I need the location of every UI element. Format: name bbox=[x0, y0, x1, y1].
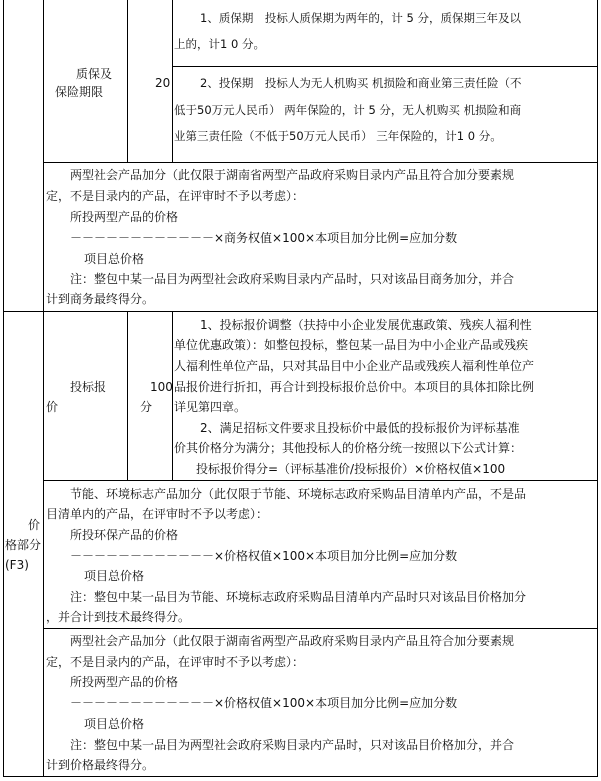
s3-line5: 详见第四章。 bbox=[174, 400, 247, 414]
s5-line2: 定，不是目录内的产品，在评审时不予以考虑）： bbox=[46, 655, 305, 669]
s2-line1: 两型社会产品加分（此仅限于湖南省两型产品政府采购目录内产品且符合加分要素规 bbox=[70, 168, 515, 182]
s4-line4: －－－－－－－－－－－－×价格权值×100×本项目加分比例=应加分数 bbox=[70, 549, 458, 563]
s3-line8: 投标报价得分=（评标基准价/投标报价）×价格权值×100 bbox=[196, 462, 506, 476]
quality-category-line1: 质保及 bbox=[76, 67, 113, 81]
price-group-label-line1: 价 bbox=[28, 518, 41, 532]
s2-line7: 计到商务最终得分。 bbox=[46, 292, 155, 306]
s4-line5: 项目总价格 bbox=[84, 569, 145, 583]
s4-line7: ，并合计到技术最终得分。 bbox=[46, 610, 191, 624]
price-group-label-line2: 格部分 bbox=[5, 538, 42, 552]
bid-score-line2: 分 bbox=[140, 400, 153, 414]
price-group-label-line3: (F3) bbox=[5, 558, 29, 572]
s3-line2: 单位优惠政策）：如整包投标，整包某一品目为中小企业产品或残疾 bbox=[174, 338, 529, 352]
s5-line6: 注：整包中某一品目为两型社会政府采购目录内产品时，只对该品目价格加分，并合 bbox=[70, 738, 515, 752]
s2-line2: 定，不是目录内的产品，在评审时不予以考虑）： bbox=[46, 189, 305, 203]
border-s1-bottom bbox=[43, 162, 598, 163]
s2-line5: 项目总价格 bbox=[84, 252, 145, 266]
quality-item2-line2: 低于50万元人民币） 两年保险的，计 5 分，无人机购买 机损险和商 bbox=[174, 103, 522, 117]
s2-line6: 注：整包中某一品目为两型社会政府采购目录内产品时，只对该品目商务加分，并合 bbox=[70, 272, 515, 286]
border-bottom bbox=[3, 776, 598, 777]
border-col1 bbox=[43, 0, 44, 777]
bid-category-line1: 投标报 bbox=[70, 380, 107, 394]
s4-line3: 所投环保产品的价格 bbox=[70, 528, 179, 542]
quality-item1-line2: 上的，计1 0 分。 bbox=[174, 37, 265, 51]
s4-line6: 注：整包中某一品目为节能、环境标志政府采购品目清单内产品时只对该品目价格加分 bbox=[70, 590, 527, 604]
s5-line3: 所投两型产品的价格 bbox=[70, 675, 179, 689]
border-s3-bottom bbox=[43, 480, 598, 481]
s3-line7: 价其价格分为满分；其他投标人的价格分统一按照以下公式计算： bbox=[174, 441, 523, 455]
s5-line4: －－－－－－－－－－－－×价格权值×100×本项目加分比例=应加分数 bbox=[70, 696, 458, 710]
border-group-divider bbox=[3, 311, 598, 312]
s3-line4: 品报价进行折扣，再合计到投标报价总价中。本项目的具体扣除比例 bbox=[174, 380, 535, 394]
s4-line1: 节能、环境标志产品加分（此仅限于节能、环境标志政府采购品目清单内产品，不是品 bbox=[70, 487, 527, 501]
quality-score: 20 bbox=[155, 76, 171, 90]
s4-line2: 目清单内的产品，在评审时不予以考虑）： bbox=[46, 507, 269, 521]
s3-line3: 人福利性单位产品，只对其品目中小企业产品或残疾人福利性单位产 bbox=[174, 359, 535, 373]
s3-line1: 1、投标报价调整（扶持中小企业发展优惠政策、残疾人福利性 bbox=[200, 318, 532, 332]
s5-line7: 计到价格最终得分。 bbox=[46, 758, 155, 772]
quality-category-line2: 保险期限 bbox=[55, 85, 104, 99]
border-right bbox=[597, 0, 598, 777]
quality-item2-line1: 2、投保期 投标人为无人机购买 机损险和商业第三责任险（不 bbox=[200, 76, 522, 90]
border-s4-bottom bbox=[43, 628, 598, 629]
s5-line1: 两型社会产品加分（此仅限于湖南省两型产品政府采购目录内产品且符合加分要素规 bbox=[70, 634, 515, 648]
s2-line3: 所投两型产品的价格 bbox=[70, 210, 179, 224]
border-s1-col2 bbox=[127, 0, 128, 163]
bid-category-line2: 价 bbox=[46, 400, 59, 414]
border-s1-mid bbox=[172, 66, 598, 67]
quality-item2-line3: 业第三责任险（不低于50万元人民币） 三年保险的，计1 0 分。 bbox=[174, 129, 502, 143]
s3-line6: 2、满足招标文件要求且投标价中最低的投标报价为评标基准 bbox=[200, 421, 520, 435]
border-left bbox=[3, 0, 4, 777]
border-s3-col2 bbox=[127, 311, 128, 481]
bid-score-line1: 100 bbox=[150, 380, 173, 394]
border-s1-col3 bbox=[172, 0, 173, 163]
quality-item1-line1: 1、质保期 投标人质保期为两年的，计 5 分，质保期三年及以 bbox=[200, 11, 521, 25]
s2-line4: －－－－－－－－－－－－×商务权值×100×本项目加分比例=应加分数 bbox=[70, 231, 458, 245]
s5-line5: 项目总价格 bbox=[84, 717, 145, 731]
